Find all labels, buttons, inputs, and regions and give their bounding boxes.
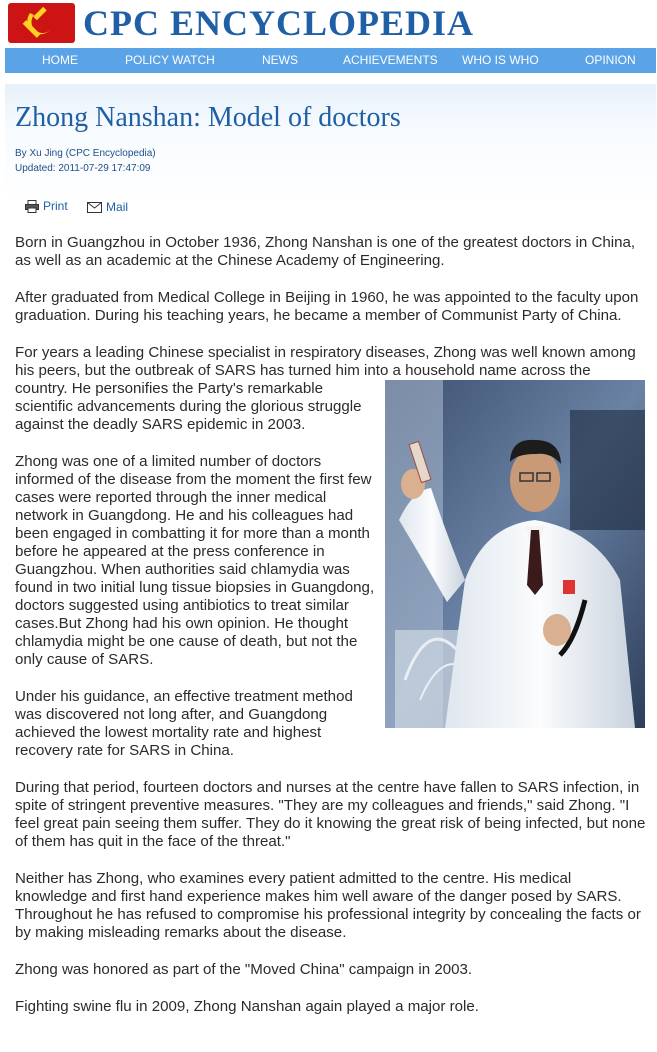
site-header — [0, 0, 657, 46]
article-meta — [15, 146, 156, 176]
paragraph: During that period, fourteen doctors and nurses at the centre have fallen to SARS infection, in spite of stringent preventive measures. "They are my colleagues and friends," said Zhong. "I feel great pain seeing them suffer. They do it knowing the great risk of being infected, but none of them has quit in the face of the threat." — [15, 779, 646, 850]
main-nav — [5, 48, 656, 73]
nav-opinion[interactable]: OPINION — [585, 53, 636, 67]
article-tools — [25, 199, 144, 216]
nav-who-is-who[interactable]: WHO IS WHO — [462, 53, 539, 67]
nav-policy-watch[interactable]: POLICY WATCH — [125, 53, 215, 67]
portrait-photo — [385, 380, 645, 728]
paragraph-text-continued: across the country. He personifies the Party's remarkable scientific advancements during the glorious struggle against the deadly SARS epidemic in 2003. — [15, 362, 591, 433]
paragraph: Born in Guangzhou in October 1936, Zhong Nanshan is one of the greatest doctors in China, as well as an academic at the Chinese Academy of Engineering. — [15, 234, 636, 269]
paragraph — [15, 344, 647, 434]
mail-button[interactable] — [87, 200, 128, 214]
article-title: Zhong Nanshan: Model of doctors — [15, 102, 401, 133]
paragraph: Zhong was one of a limited number of doctors informed of the disease from the moment the first few cases were reported through the inner medical network in Guangdong. He and his colleagues had been engaged in combatting it for more than a month before he appeared at the press conference in Guangzhou. When authorities said chlamydia was found in two initial lung tissue biopsies in Guangdong, doctors suggested using antibiotics to treat similar cases.But Zhong had his own opinion. He thought chlamydia might be one cause of death, but not the only cause of SARS. — [15, 453, 375, 668]
mail-label: Mail — [106, 200, 129, 214]
paragraph: Fighting swine flu in 2009, Zhong Nanshan again played a major role. — [15, 998, 480, 1015]
printer-icon — [25, 200, 39, 213]
nav-news[interactable]: NEWS — [262, 53, 298, 67]
article-body — [15, 234, 647, 1035]
print-label: Print — [43, 199, 68, 213]
nav-achievements[interactable]: ACHIEVEMENTS — [343, 53, 438, 67]
paragraph-text: For years a leading Chinese specialist in respiratory diseases, Zhong was well known among his peers, but the outbreak of SARS has turned him into a household name — [15, 344, 636, 379]
byline: By Xu Jing (CPC Encyclopedia) — [15, 148, 156, 159]
print-button[interactable] — [25, 199, 68, 213]
article — [5, 84, 656, 1052]
paragraph: Neither has Zhong, who examines every patient admitted to the centre. His medical knowledge and first hand experience makes him well aware of the danger posed by SARS. Throughout he has refused to compromise his professional integrity by concealing the facts or by making misleading remarks about the disease. — [15, 870, 641, 941]
updated-timestamp: Updated: 2011-07-29 17:47:09 — [15, 163, 151, 174]
paragraph: Under his guidance, an effective treatment method was discovered not long after, and Guangdong achieved the lowest mortality rate and highest recovery rate for SARS in China. — [15, 688, 353, 759]
party-emblem-logo[interactable] — [8, 3, 75, 43]
paragraph: Zhong was honored as part of the "Moved China" campaign in 2003. — [15, 961, 473, 978]
hammer-and-sickle-icon — [8, 3, 75, 43]
site-title[interactable]: CPC ENCYCLOPEDIA — [83, 3, 475, 43]
envelope-icon — [87, 202, 102, 213]
nav-home[interactable]: HOME — [42, 53, 78, 67]
paragraph: After graduated from Medical College in Beijing in 1960, he was appointed to the faculty upon graduation. During his teaching years, he became a member of Communist Party of China. — [15, 289, 639, 324]
